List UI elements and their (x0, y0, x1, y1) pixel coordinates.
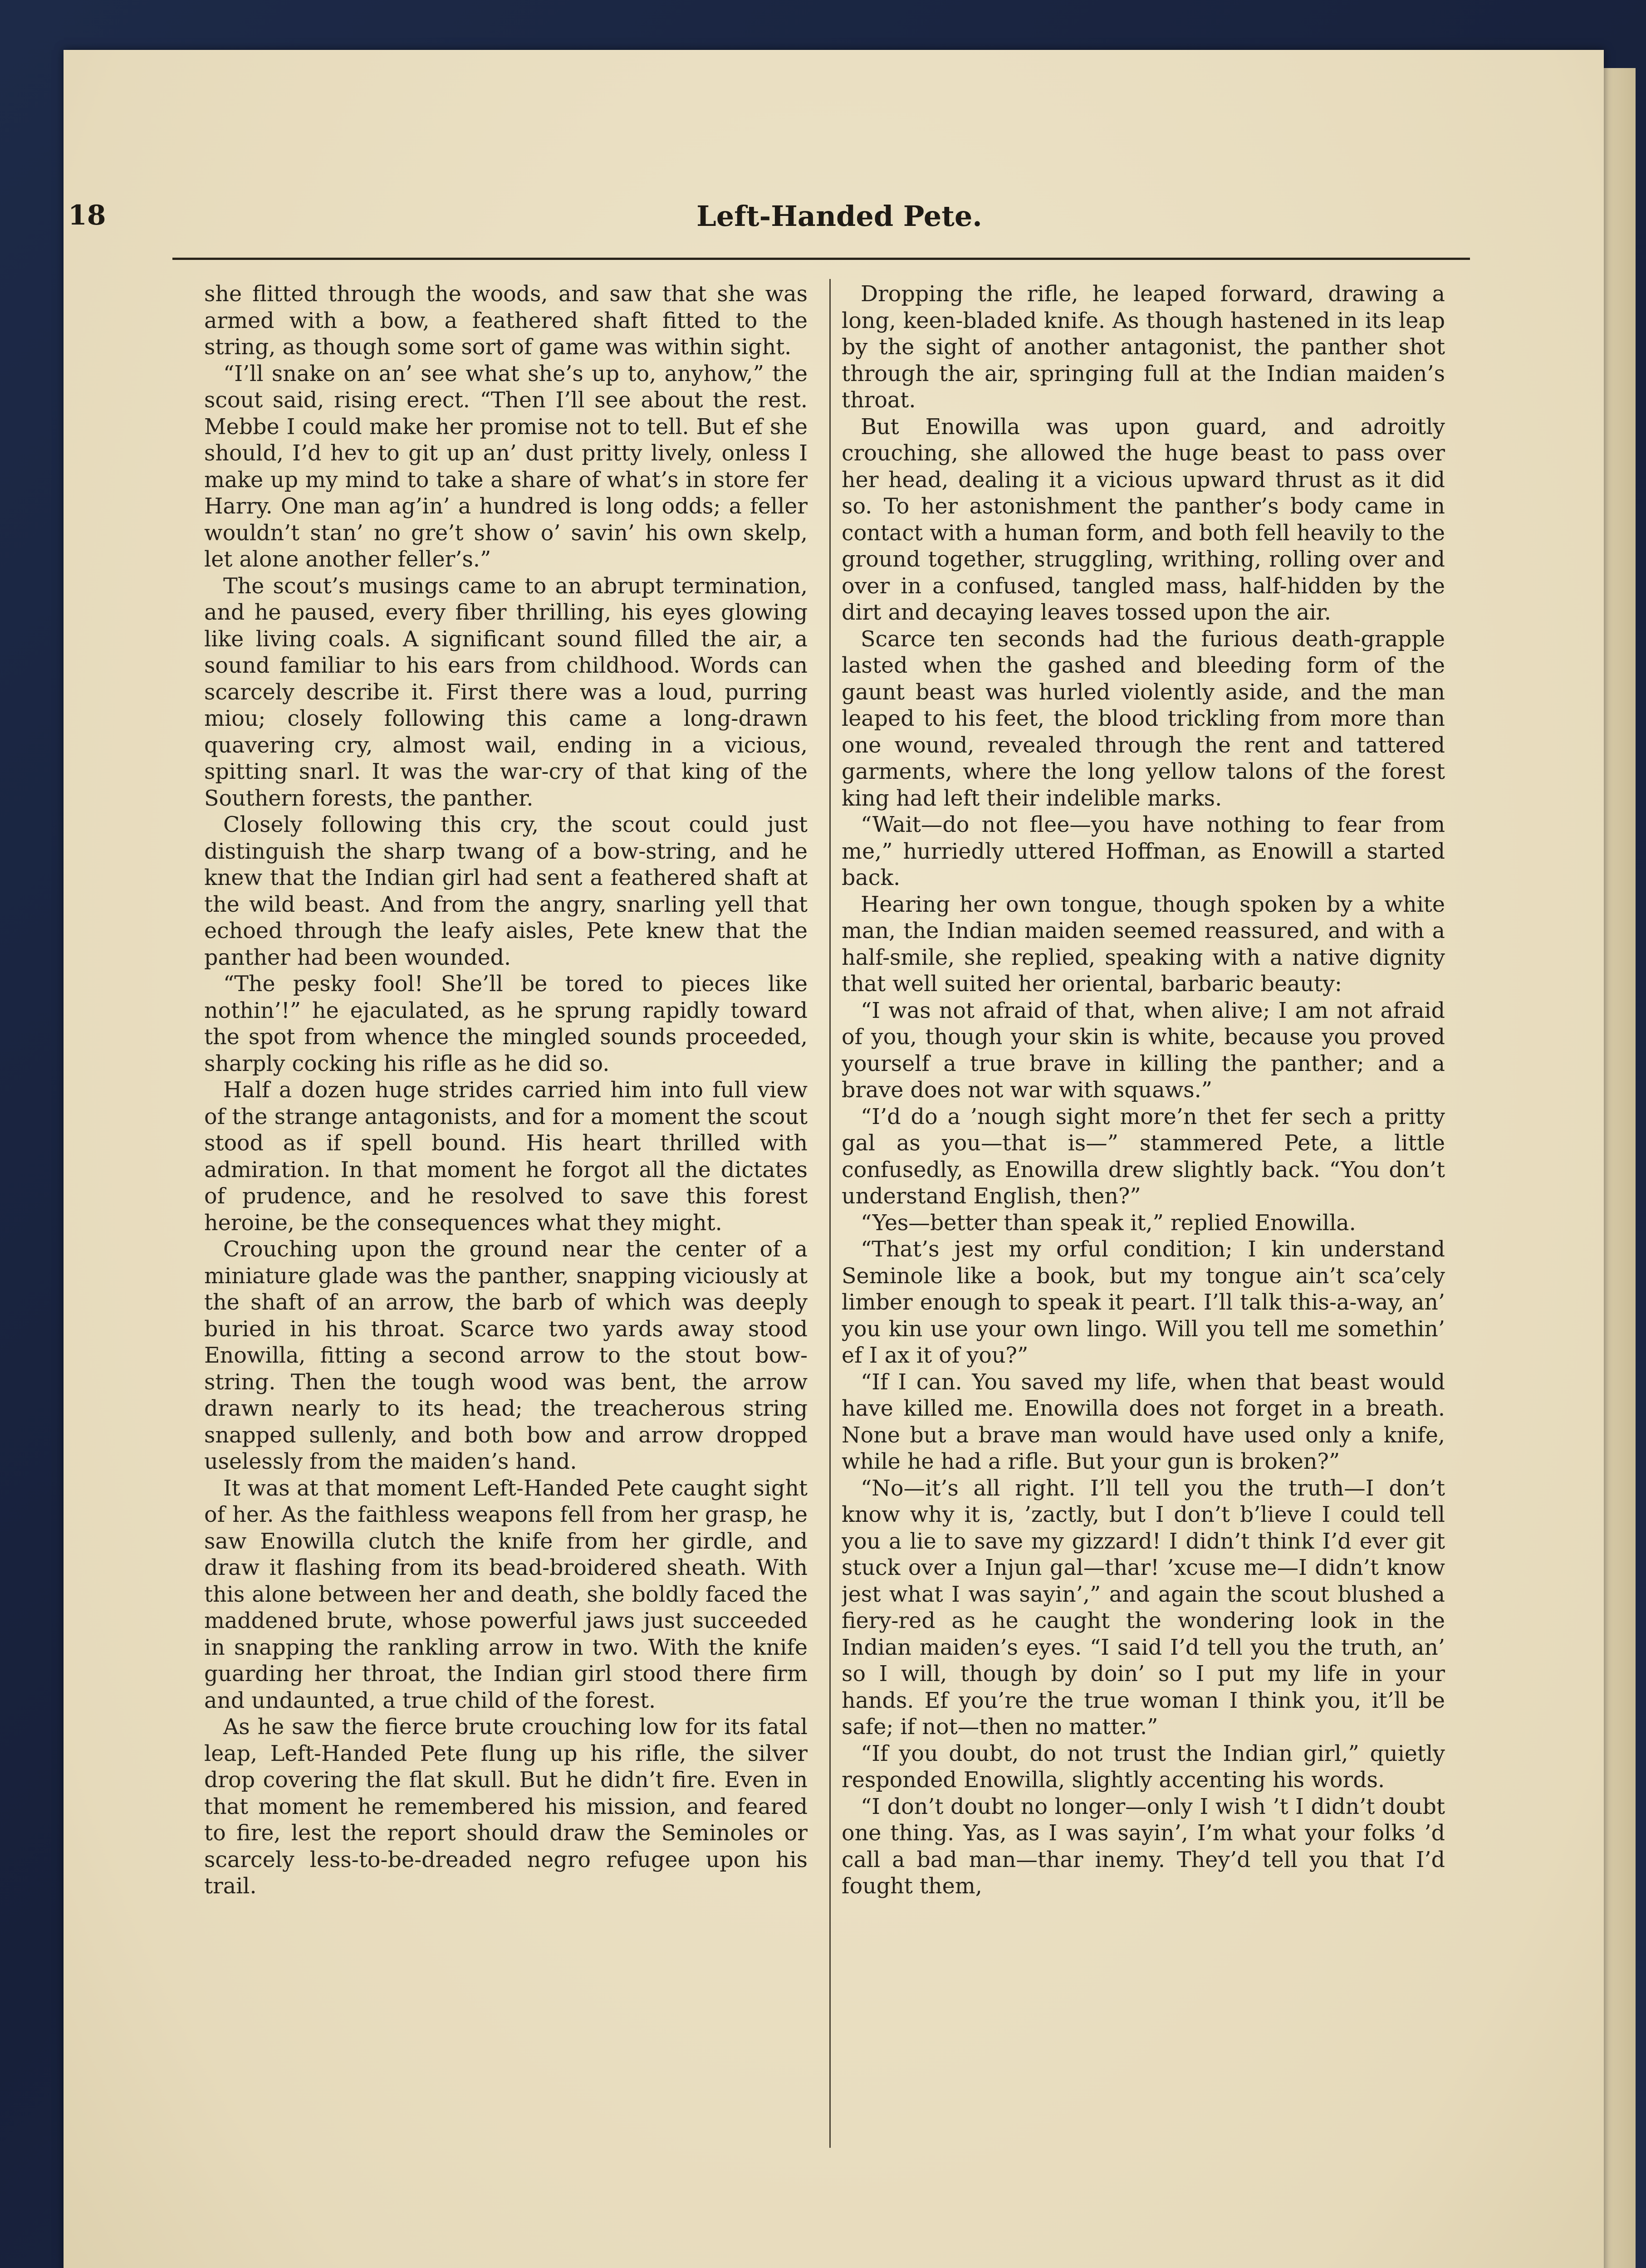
paragraph: Closely following this cry, the scout could just distinguish the sharp twang of a bow-string, and he knew that the Indian girl had sent a feathered shaft at the wild beast. And from the angry, snarling yell that echoed through the leafy aisles, Pete knew that the panther had been wounded. (204, 812, 808, 970)
paragraph: “I’ll snake on an’ see what she’s up to, anyhow,” the scout said, rising erect. “Then I’ll see about the rest. Mebbe I could make her promise not to tell. But ef she should, I’d hev to git up an’ dust pritty lively, onless I make up my mind to take a share of what’s in store fer Harry. One man ag’in’ a hundred is long odds; a feller wouldn’t stan’ no gre’t show o’ savin’ his own skelp, let alone another feller’s.” (204, 361, 808, 572)
paragraph: “Yes—better than speak it,” replied Enowilla. (861, 1210, 1356, 1236)
paragraph: Scarce ten seconds had the furious death-grapple lasted when the gashed and bleeding form of the gaunt beast was hurled violently aside, and the man leaped to his feet, the blood trickling from more than one wound, revealed through the rent and tattered garments, where the long yellow talons of the forest king had left their indelible marks. (842, 626, 1445, 811)
paragraph: “That’s jest my orful condition; I kin understand Seminole like a book, but my tongue ain’t sca’cely limber enough to speak it peart. I’ll talk this-a-way, an’ you kin use your own lingo. Will you tell me somethin’ ef I ax it of you?” (842, 1237, 1445, 1368)
paragraph: “I was not afraid of that, when alive; I am not afraid of you, though your skin is white, because you proved yourself a true brave in killing the panther; and a brave does not war with squaws.” (842, 998, 1445, 1103)
paragraph: she flitted through the woods, and saw that she was armed with a bow, a feathered shaft fitted to the string, as though some sort of game was within sight. (204, 282, 808, 360)
column-divider (829, 279, 831, 2148)
paragraph: Dropping the rifle, he leaped forward, drawing a long, keen-bladed knife. As though hastened in its leap by the sight of another antagonist, the panther shot through the air, springing full at the Indian maiden’s throat. (842, 282, 1445, 413)
page-number: 18 (68, 200, 106, 231)
paragraph: The scout’s musings came to an abrupt termination, and he paused, every fiber thrilling, his eyes glowing like living coals. A significant sound filled the air, a sound familiar to his ears from childhood. Words can scarcely describe it. First there was a loud, purring miou; closely following this came a long-drawn quavering cry, almost wail, ending in a vicious, spitting snarl. It was the war-cry of that king of the Southern forests, the panther. (204, 573, 808, 811)
paragraph: “Wait—do not flee—you have nothing to fear from me,” hurriedly uttered Hoffman, as Enowill a started back. (842, 812, 1445, 890)
paragraph: “I’d do a ’nough sight more’n thet fer sech a pritty gal as you—that is—” stammered Pete, a little confusedly, as Enowilla drew slightly back. “You don’t understand English, then?” (842, 1104, 1445, 1209)
paragraph: “If you doubt, do not trust the Indian girl,” quietly responded Enowilla, slightly accenting his words. (842, 1741, 1445, 1793)
running-title: Left-Handed Pete. (696, 200, 982, 233)
paragraph: Hearing her own tongue, though spoken by a white man, the Indian maiden seemed reassured, and with a half-smile, she replied, speaking with a native dignity that well suited her oriental, barbaric beauty: (842, 892, 1445, 997)
paragraph: “No—it’s all right. I’ll tell you the truth—I don’t know why it is, ’zactly, but I don’t b’lieve I could tell you a lie to save my gizzard! I didn’t think I’d ever git stuck over a Injun gal—thar! ’xcuse me—I didn’t know jest what I was sayin’,” and again the scout blushed a fiery-red as he caught the wondering look in the Indian maiden’s eyes. “I said I’d tell you the truth, an’ so I will, though by doin’ so I put my life in your hands. Ef you’re the true woman I think you, it’ll be safe; if not—then no matter.” (842, 1476, 1445, 1740)
header-rule (172, 258, 1470, 260)
paragraph: Crouching upon the ground near the center of a miniature glade was the panther, snapping viciously at the shaft of an arrow, the barb of which was deeply buried in his throat. Scarce two yards away stood Enowilla, fitting a second arrow to the stout bow-string. Then the tough wood was bent, the arrow drawn nearly to its head; the treacherous string snapped sullenly, and both bow and arrow dropped uselessly from the maiden’s hand. (204, 1237, 808, 1474)
paragraph: As he saw the fierce brute crouching low for its fatal leap, Left-Handed Pete flung up his rifle, the silver drop covering the flat skull. But he didn’t fire. Even in that moment he remembered his mission, and feared to fire, lest the report should draw the Seminoles or scarcely less-to-be-dreaded negro refugee upon his trail. (204, 1715, 808, 1899)
paragraph: But Enowilla was upon guard, and adroitly crouching, she allowed the huge beast to pass over her head, dealing it a vicious upward thrust as it did so. To her astonishment the panther’s body came in contact with a human form, and both fell heavily to the ground together, struggling, writhing, rolling over and over in a confused, tangled mass, half-hidden by the dirt and decaying leaves tossed upon the air. (842, 414, 1445, 625)
paragraph: “The pesky fool! She’ll be tored to pieces like nothin’!” he ejaculated, as he sprung rapidly toward the spot from whence the mingled sounds proceeded, sharply cocking his rifle as he did so. (204, 972, 808, 1076)
paragraph: “If I can. You saved my life, when that beast would have killed me. Enowilla does not forget in a breath. None but a brave man would have used only a knife, while he had a rifle. But your gun is broken?” (842, 1369, 1445, 1474)
paragraph: Half a dozen huge strides carried him into full view of the strange antagonists, and for a moment the scout stood as if spell bound. His heart thrilled with admiration. In that moment he forgot all the dictates of prudence, and he resolved to save this forest heroine, be the consequences what they might. (204, 1078, 808, 1236)
page-edge (1604, 68, 1636, 2268)
paragraph: “I don’t doubt no longer—only I wish ’t I didn’t doubt one thing. Yas, as I was sayin’, I’m what your folks ’d call a bad man—thar inemy. They’d tell you that I’d fought them, (842, 1794, 1445, 1899)
text-column-left (204, 281, 808, 2132)
paragraph: It was at that moment Left-Handed Pete caught sight of her. As the faithless weapons fell from her grasp, he saw Enowilla clutch the knife from her girdle, and draw it flashing from its bead-broidered sheath. With this alone between her and death, she boldly faced the maddened brute, whose powerful jaws just succeeded in snapping the rankling arrow in two. With the knife guarding her throat, the Indian girl stood there firm and undaunted, a true child of the forest. (204, 1476, 808, 1713)
text-column-right (842, 281, 1445, 2132)
